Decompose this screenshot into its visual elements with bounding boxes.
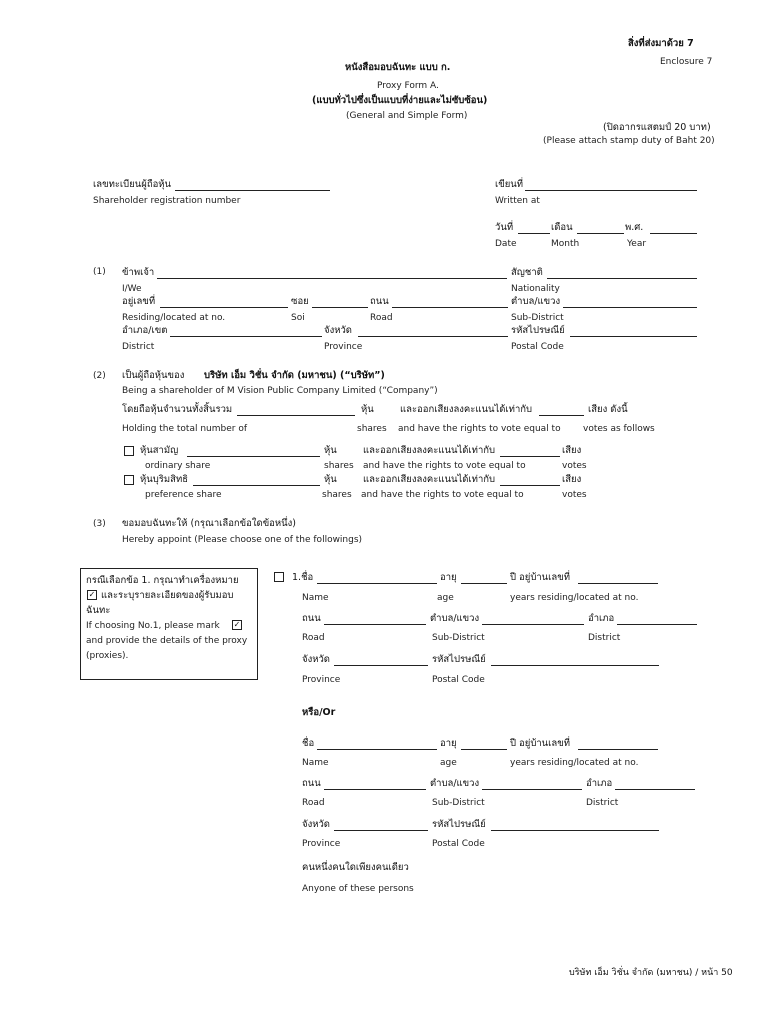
proxy2-address-field[interactable] xyxy=(578,749,658,750)
proxy1-postal-field[interactable] xyxy=(491,665,659,666)
proxy1-name-en: Name xyxy=(302,593,329,603)
ordinary-shares-en: shares xyxy=(324,461,354,471)
soi-en: Soi xyxy=(291,313,305,323)
proxy2-road-en: Road xyxy=(302,798,325,808)
holding-en: Holding the total number of xyxy=(122,424,247,434)
form-subtitle-en: (General and Simple Form) xyxy=(346,111,468,121)
proxy-1-checkbox[interactable] xyxy=(274,572,284,582)
reg-label-en: Shareholder registration number xyxy=(93,196,241,206)
road-field[interactable] xyxy=(392,307,508,308)
proxy2-district-th: อำเภอ xyxy=(586,778,613,789)
nationality-en: Nationality xyxy=(511,284,560,294)
note-line4-en: If choosing No.1, please mark xyxy=(86,621,220,631)
written-at-th: เขียนที่ xyxy=(495,179,524,190)
subdistrict-th: ตำบล/แขวง xyxy=(511,296,561,307)
ordinary-vote-th: และออกเสียงลงคะแนนได้เท่ากับ xyxy=(363,445,496,456)
proxy2-subdistrict-en: Sub-District xyxy=(432,798,485,808)
shareholder-en: Being a shareholder of M Vision Public Company Limited (“Company”) xyxy=(122,386,438,396)
written-at-en: Written at xyxy=(495,196,540,206)
preference-votes-en: votes xyxy=(562,490,587,500)
reg-label-th: เลขทะเบียนผู้ถือหุ้น xyxy=(93,179,172,190)
ordinary-votes-en: votes xyxy=(562,461,587,471)
proxy1-district-en: District xyxy=(588,633,621,643)
or-label: หรือ/Or xyxy=(302,707,336,718)
preference-vote-en: and have the rights to vote equal to xyxy=(361,490,524,500)
proxy2-name-th: ชื่อ xyxy=(302,738,315,749)
proxy2-district-field[interactable] xyxy=(615,789,695,790)
preference-votes-th: เสียง xyxy=(562,474,582,485)
postal-en: Postal Code xyxy=(511,342,564,352)
total-shares-field[interactable] xyxy=(237,415,355,416)
subdistrict-field[interactable] xyxy=(563,307,697,308)
note-check-icon-1: ✓ xyxy=(88,590,96,599)
proxy1-name-field[interactable] xyxy=(317,583,437,584)
proxy1-road-field[interactable] xyxy=(324,624,426,625)
proxy1-name-th: 1.ชื่อ xyxy=(292,572,314,583)
year-field[interactable] xyxy=(650,233,697,234)
proxy1-postal-th: รหัสไปรษณีย์ xyxy=(432,654,486,665)
preference-vote-th: และออกเสียงลงคะแนนได้เท่ากับ xyxy=(363,474,496,485)
vote-en: and have the rights to vote equal to xyxy=(398,424,561,434)
iwe-th: ข้าพเจ้า xyxy=(122,267,155,278)
proxy1-subdistrict-th: ตำบล/แขวง xyxy=(430,613,480,624)
proxy2-years-th: ปี อยู่บ้านเลขที่ xyxy=(510,738,571,749)
proxy1-road-th: ถนน xyxy=(302,613,321,624)
month-en: Month xyxy=(551,239,580,249)
soi-field[interactable] xyxy=(312,307,368,308)
residing-en: Residing/located at no. xyxy=(122,313,226,323)
date-th: วันที่ xyxy=(495,222,514,233)
preference-shares-th: หุ้น xyxy=(324,474,337,485)
name-field[interactable] xyxy=(157,278,507,279)
residing-field[interactable] xyxy=(160,307,288,308)
shares-th: หุ้น xyxy=(361,404,374,415)
proxy1-address-field[interactable] xyxy=(578,583,658,584)
proxy2-age-en: age xyxy=(440,758,457,768)
enclosure-th: สิ่งที่ส่งมาด้วย 7 xyxy=(628,38,694,49)
stamp-note-th: (ปิดอากรแสตมป์ 20 บาท) xyxy=(603,122,711,133)
section1-number: (1) xyxy=(93,267,106,277)
shares-en: shares xyxy=(357,424,387,434)
iwe-en: I/We xyxy=(122,284,142,294)
section2-number: (2) xyxy=(93,371,106,381)
holding-th: โดยถือหุ้นจำนวนทั้งสิ้นรวม xyxy=(122,404,233,415)
province-th: จังหวัด xyxy=(324,325,352,336)
stamp-note-en: (Please attach stamp duty of Baht 20) xyxy=(543,136,715,146)
total-votes-field[interactable] xyxy=(539,415,584,416)
proxy1-district-field[interactable] xyxy=(617,624,697,625)
proxy2-age-th: อายุ xyxy=(440,738,457,749)
district-th: อำเภอ/เขต xyxy=(122,325,168,336)
note-line5-en: and provide the details of the proxy xyxy=(86,636,248,646)
note-check-icon-2: ✓ xyxy=(233,620,241,629)
proxy2-years-en: years residing/located at no. xyxy=(510,758,639,768)
appoint-th: ขอมอบฉันทะให้ (กรุณาเลือกข้อใดข้อหนึ่ง) xyxy=(122,518,296,529)
subdistrict-en: Sub-District xyxy=(511,313,564,323)
residing-th: อยู่เลขที่ xyxy=(122,296,156,307)
year-th: พ.ศ. xyxy=(625,222,644,233)
month-field[interactable] xyxy=(577,233,624,234)
proxy1-age-field[interactable] xyxy=(461,583,507,584)
proxy1-province-field[interactable] xyxy=(334,665,428,666)
anyone-en: Anyone of these persons xyxy=(302,884,414,894)
road-en: Road xyxy=(370,313,393,323)
proxy2-road-th: ถนน xyxy=(302,778,321,789)
proxy2-postal-field[interactable] xyxy=(491,830,659,831)
proxy1-years-en: years residing/located at no. xyxy=(510,593,639,603)
proxy1-years-th: ปี อยู่บ้านเลขที่ xyxy=(510,572,571,583)
ordinary-votes-th: เสียง xyxy=(562,445,582,456)
province-en: Province xyxy=(324,342,363,352)
vote-th: และออกเสียงลงคะแนนได้เท่ากับ xyxy=(400,404,533,415)
province-field[interactable] xyxy=(358,336,508,337)
postal-th: รหัสไปรษณีย์ xyxy=(511,325,565,336)
proxy2-age-field[interactable] xyxy=(461,749,507,750)
preference-votes-field[interactable] xyxy=(500,485,560,486)
section3-number: (3) xyxy=(93,519,106,529)
ordinary-en: ordinary share xyxy=(145,461,211,471)
form-title-th: หนังสือมอบฉันทะ แบบ ก. xyxy=(345,62,451,73)
form-title-en: Proxy Form A. xyxy=(377,81,439,91)
proxy2-province-th: จังหวัด xyxy=(302,819,330,830)
votes-follow-th: เสียง ดังนี้ xyxy=(588,404,628,415)
ordinary-th: หุ้นสามัญ xyxy=(140,445,179,456)
enclosure-en: Enclosure 7 xyxy=(660,57,713,67)
proxy2-road-field[interactable] xyxy=(324,789,426,790)
proxy2-postal-en: Postal Code xyxy=(432,839,485,849)
preference-shares-en: shares xyxy=(322,490,352,500)
proxy1-age-en: age xyxy=(437,593,454,603)
proxy1-province-th: จังหวัด xyxy=(302,654,330,665)
proxy2-province-field[interactable] xyxy=(334,830,428,831)
road-th: ถนน xyxy=(370,296,389,307)
note-line1-th: กรณีเลือกข้อ 1. กรุณาทำเครื่องหมาย xyxy=(86,575,239,586)
proxy2-name-field[interactable] xyxy=(317,749,437,750)
ordinary-shares-field[interactable] xyxy=(187,456,320,457)
proxy1-province-en: Province xyxy=(302,675,341,685)
soi-th: ซอย xyxy=(291,296,309,307)
ordinary-share-checkbox[interactable] xyxy=(124,446,134,456)
form-subtitle-th: (แบบทั่วไปซึ่งเป็นแบบที่ง่ายและไม่ซับซ้อน) xyxy=(312,95,488,106)
ordinary-vote-en: and have the rights to vote equal to xyxy=(363,461,526,471)
nationality-field[interactable] xyxy=(547,278,697,279)
district-field[interactable] xyxy=(170,336,322,337)
company-name-th: บริษัท เอ็ม วิชั่น จำกัด (มหาชน) (“บริษัท”) xyxy=(204,370,385,381)
proxy1-road-en: Road xyxy=(302,633,325,643)
written-at-field[interactable] xyxy=(525,190,697,191)
proxy2-province-en: Province xyxy=(302,839,341,849)
proxy2-name-en: Name xyxy=(302,758,329,768)
page-footer: บริษัท เอ็ม วิชั่น จำกัด (มหาชน) / หน้า 50 xyxy=(569,968,733,978)
shareholder-th-pre: เป็นผู้ถือหุ้นของ xyxy=(122,370,185,381)
proxy2-postal-th: รหัสไปรษณีย์ xyxy=(432,819,486,830)
preference-share-checkbox[interactable] xyxy=(124,475,134,485)
preference-en: preference share xyxy=(145,490,222,500)
reg-number-field[interactable] xyxy=(175,190,330,191)
date-field[interactable] xyxy=(518,233,550,234)
nationality-th: สัญชาติ xyxy=(511,267,543,278)
proxy1-postal-en: Postal Code xyxy=(432,675,485,685)
note-line2-th: และระบุรายละเอียดของผู้รับมอบ xyxy=(101,590,234,601)
note-line6-en: (proxies). xyxy=(86,651,129,661)
proxy2-district-en: District xyxy=(586,798,619,808)
year-en: Year xyxy=(627,239,647,249)
anyone-th: คนหนึ่งคนใดเพียงคนเดียว xyxy=(302,862,409,873)
ordinary-votes-field[interactable] xyxy=(500,456,560,457)
proxy1-age-th: อายุ xyxy=(440,572,457,583)
preference-shares-field[interactable] xyxy=(193,485,320,486)
votes-follow-en: votes as follows xyxy=(583,424,655,434)
postal-field[interactable] xyxy=(570,336,697,337)
date-en: Date xyxy=(495,239,517,249)
note-line3-th: ฉันทะ xyxy=(86,605,111,616)
district-en: District xyxy=(122,342,155,352)
proxy1-subdistrict-field[interactable] xyxy=(482,624,584,625)
appoint-en: Hereby appoint (Please choose one of the followings) xyxy=(122,535,363,545)
proxy1-subdistrict-en: Sub-District xyxy=(432,633,485,643)
proxy1-district-th: อำเภอ xyxy=(588,613,615,624)
proxy2-subdistrict-th: ตำบล/แขวง xyxy=(430,778,480,789)
ordinary-shares-th: หุ้น xyxy=(324,445,337,456)
proxy2-subdistrict-field[interactable] xyxy=(482,789,582,790)
preference-th: หุ้นบุริมสิทธิ xyxy=(140,474,189,485)
month-th: เดือน xyxy=(551,222,573,233)
